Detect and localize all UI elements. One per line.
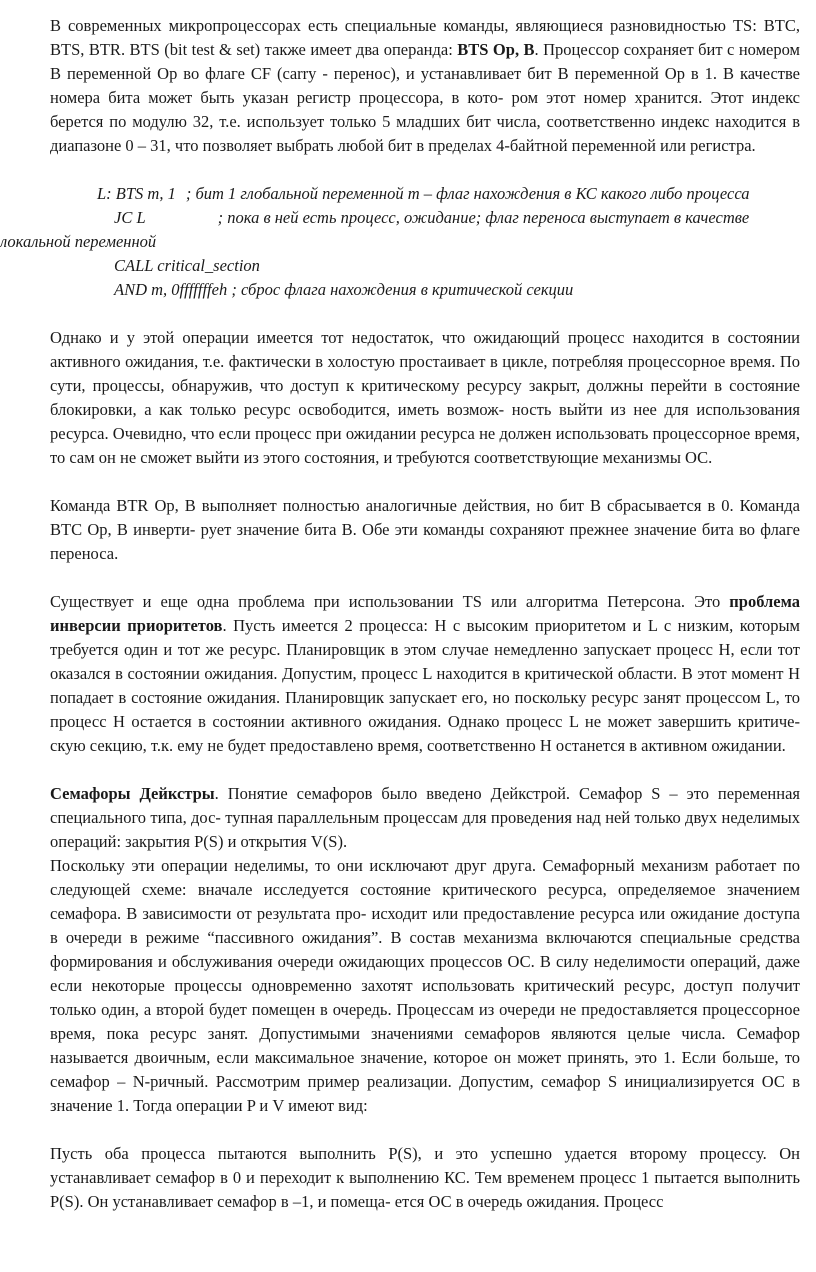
paragraph-semaphore-example: Пусть оба процесса пытаются выполнить P(S), и это успешно удается второму процессу. Он устанавливает семафор в 0 и переходит к выполнению КС. Тем временем процесс 1 пытается выполнить P(S). Он устанавливает семафор в –1, и помеща- ется ОС в очередь ожидания. Процесс [50,1144,800,1211]
code-instruction: L: BTS m, 1 [97,184,176,203]
code-comment: ; пока в ней есть процесс, ожидание; флаг переноса выступает в качестве [217,208,750,227]
text-span: . Процессор сохраняет бит с номером B переменной Op во флаге CF (carry - перенос), и устанавливает бит B переменной Op в 1. В качестве номера бита может быть указан регистр процессора, в кото- ром этот номер хранится. Этот индекс берется по модулю 32, т.е. использует только 5 младших бит числа, соответственно индекс находится в диапазоне 0 – 31, что позволяет выбрать любой бит в пределах 4-байтной переменной или регистра. [50,40,800,155]
bold-term: Семафоры Дейкстры [50,784,215,803]
paragraph-active-waiting: Однако и у этой операции имеется тот недостаток, что ожидающий процесс находится в состоянии активного ожидания, т.е. фактически в холостую простаивает в цикле, потребляя процессорное время. По сути, процессы, обнаружив, что доступ к критическому ресурсу закрыт, должны перейти в состояние блокировки, а как только ресурс освободится, иметь возмож- ность выйти из нее для использования ресурса. Очевидно, что если процесс при ожидании ресурса не должен использовать процессорное время, то сам он не сможет выйти из этого состояния, и требуются соответствующие механизмы ОС. [50,328,800,467]
code-line-5: AND m, 0fffffffeh ; сброс флага нахождения в критической секции [114,280,574,299]
paragraph-semaphore-mechanism: Поскольку эти операции неделимы, то они исключают друг друга. Семафорный механизм работает по следующей схеме: вначале исследуется состояние критического ресурса, определяемое значением семафора. В зависимости от результата про- исходит или предоставление ресурса или ожидание доступа в очереди в режиме “пассивного ожидания”. В состав механизма включаются специальные средства формирования и обслуживания очереди ожидающих процессов ОС. В силу неделимости операций, даже если некоторые процессы одновременно захотят использовать критический ресурс, доступ получит только один, а второй будет помещен в очередь. Процессам из очереди не предоставляется процессорное время, пока ресурс занят. Допустимыми значениями семафоров являются целые числа. Семафор называется двоичным, если максимальное значение, которое он может принять, это 1. Если больше, то семафор – N-ричный. Рассмотрим пример реализации. Допустим, семафор S инициализируется ОС в значение 1. Тогда операции P и V имеют вид: [50,856,800,1115]
paragraph-bts-intro [50,14,800,158]
text-span: Существует и еще одна проблема при использовании TS или алгоритма Петерсона. Это [50,592,730,611]
code-line-4: CALL critical_section [114,256,260,275]
text-span: . Пусть имеется 2 процесса: H с высоким приоритетом и L с низким, которым требуется один и тот же ресурс. Планировщик в этом случае немедленно запускает процесс H, если тот оказался в состоянии ожидания. Допустим, процесс L находится в критической области. В этот момент H попадает в состояние ожидания. Планировщик запускает его, но поскольку ресурс занят процессом L, то процесс H остается в состоянии активного ожидания. Однако процесс L не может завершить критиче- скую секцию, т.к. ему не будет предоставлено время, соответственно H останется в активном ожидании. [50,616,800,755]
code-line-2 [50,206,800,230]
code-line-1 [50,182,800,206]
code-instruction: JC L [114,208,146,227]
text-span: В современных микропроцессорах есть специальные команды, являющиеся разновидностью TS: BTC, BTS, BTR. BTS (bit test & set) также имеет два операнда: [50,16,800,59]
code-line-3: локальной переменной [0,232,157,251]
text-span: . Понятие семафоров было введено Дейкстрой. Семафор S – это переменная специального типа, дос- тупная параллельным процессам для проведения над ней только двух неделимых операций: закрытия P(S) и открытия V(S). [50,784,800,851]
bold-term: BTS Op, B [457,40,535,59]
code-comment: ; бит 1 глобальной переменной m – флаг нахождения в КС какого либо процесса [185,184,750,203]
paragraph-priority-inversion [50,590,800,758]
document-page [0,14,800,1214]
code-listing [0,182,800,302]
paragraph-semaphores-intro [50,782,800,854]
paragraph-btr-btc: Команда BTR Op, B выполняет полностью аналогичные действия, но бит B сбрасывается в 0. Команда BTC Op, B инверти- рует значение бита B. Обе эти команды сохраняют прежнее значение бита во флаге переноса. [50,496,800,563]
bold-term: проблема инверсии приоритетов [50,592,800,635]
